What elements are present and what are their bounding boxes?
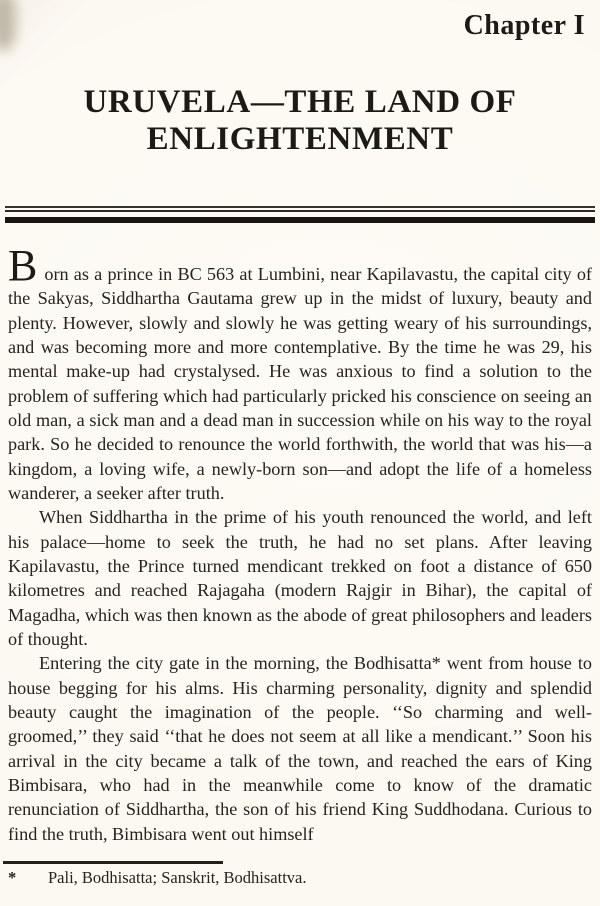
paragraph-2: When Siddhartha in the prime of his youth renounced the world, and left his palace—home to seek the truth, he had no set plans. After leaving Kapilavastu, the Prince turned mendicant trekked on foot a distance of 650 kilometres and reached Rajagaha (modern Rajgir in Bihar), the capital of Magadha, which was then known as the abode of great philosophers and leaders of thought. — [8, 507, 592, 649]
footnote-marker: * — [8, 868, 17, 887]
body-text — [8, 241, 592, 846]
paragraph-3: Entering the city gate in the morning, the Bodhisatta* went from house to house begging for his alms. His charming personality, dignity and splendid beauty caught the imagination of the people. ‘‘So charming and well-groomed,’’ they said ‘‘that he does not seem at all like a mendicant.’’ Soon his arrival in the city became a talk of the town, and reached the ears of King Bimbisara, who had in the meanwhile come to know of the dramatic renunciation of Siddhartha, the son of his friend King Suddhodana. Curious to find the truth, Bimbisara went out himself — [8, 653, 592, 844]
paragraph-1 — [8, 241, 592, 505]
chapter-title — [0, 84, 600, 158]
divider-thin-line-bottom — [5, 210, 595, 212]
footnote — [8, 868, 592, 888]
divider-thick-bar — [5, 217, 595, 223]
footnote-text: Pali, Bodhisatta; Sanskrit, Bodhisattva. — [48, 868, 307, 887]
raised-initial-cap: B — [8, 241, 38, 290]
chapter-title-line2: ENLIGHTENMENT — [146, 121, 454, 157]
footnote-separator-rule — [3, 861, 223, 864]
section-divider-rule — [5, 206, 595, 223]
chapter-title-line1: URUVELA—THE LAND OF — [83, 84, 517, 120]
paragraph-1-text: orn as a prince in BC 563 at Lumbini, near Kapilavastu, the capital city of the Sakyas, Siddhartha Gautama grew up in the midst of luxury, beauty and plenty. However, slowly and slowly he was getting weary of his surroundings, and was becoming more and more contemplative. By the time he was 29, his mental make-up had crystalysed. He was anxious to find a solution to the problem of suffering which had particularly pricked his conscience on seeing an old man, a sick man and a dead man in succession while on his way to the royal park. So he decided to renounce the world forthwith, the world that was his—a kingdom, a loving wife, a newly-born son—and adopt the life of a homeless wanderer, a seeker after truth. — [8, 264, 592, 503]
scan-corner-artifact — [0, 0, 16, 50]
divider-thin-line-top — [5, 206, 595, 208]
chapter-label: Chapter I — [463, 10, 585, 41]
